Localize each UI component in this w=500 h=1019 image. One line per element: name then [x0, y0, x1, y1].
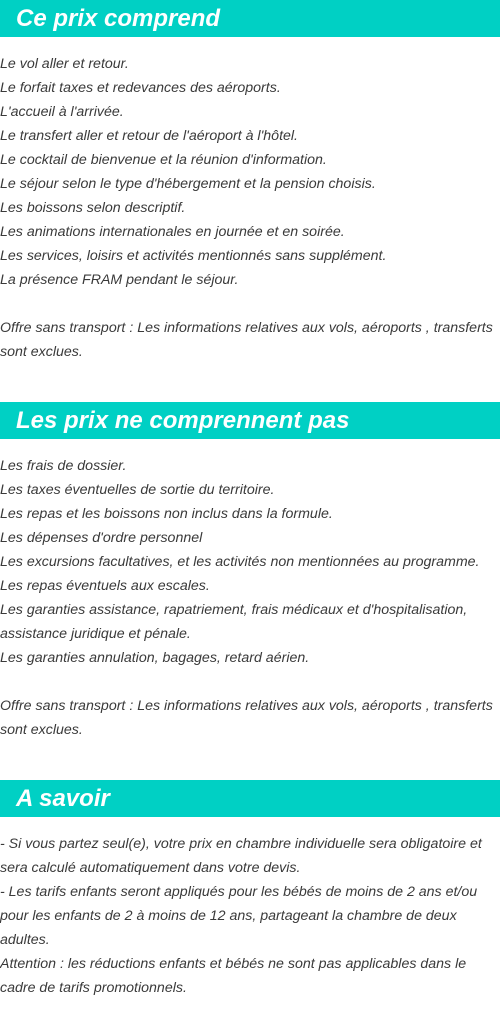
- list-item: La présence FRAM pendant le séjour.: [0, 272, 239, 288]
- list-item: - Les tarifs enfants seront appliqués pour les bébés de moins de 2 ans et/ou pour les enfants de 2 à moins de 12 ans, partageant la chambre de deux adultes.: [0, 884, 478, 948]
- transport-note: Offre sans transport : Les informations relatives aux vols, aéroports , transferts sont exclues.: [0, 320, 493, 360]
- section-header: [0, 402, 500, 439]
- section-title: A savoir: [16, 785, 110, 812]
- list-item: Le vol aller et retour.: [0, 56, 129, 72]
- list-item: Le forfait taxes et redevances des aéroports.: [0, 80, 281, 96]
- list-item: Le cocktail de bienvenue et la réunion d'information.: [0, 152, 327, 168]
- section-price-excludes: [0, 402, 500, 742]
- list-item: - Si vous partez seul(e), votre prix en chambre individuelle sera obligatoire et sera calculé automatiquement dans votre devis.: [0, 836, 482, 876]
- list-item: Les repas et les boissons non inclus dans la formule.: [0, 506, 333, 522]
- list-item: Le séjour selon le type d'hébergement et la pension choisis.: [0, 176, 376, 192]
- list-item: Les dépenses d'ordre personnel: [0, 530, 203, 546]
- list-item: Les services, loisirs et activités mentionnés sans supplément.: [0, 248, 387, 264]
- list-item: Les garanties annulation, bagages, retard aérien.: [0, 650, 310, 666]
- list-item: Les animations internationales en journée et en soirée.: [0, 224, 345, 240]
- list-item: Les boissons selon descriptif.: [0, 200, 186, 216]
- list-item: L'accueil à l'arrivée.: [0, 104, 124, 120]
- transport-note: Offre sans transport : Les informations relatives aux vols, aéroports , transferts sont exclues.: [0, 698, 493, 738]
- list-item: Le transfert aller et retour de l'aéroport à l'hôtel.: [0, 128, 298, 144]
- section-good-to-know: [0, 780, 500, 1000]
- list-item: Les repas éventuels aux escales.: [0, 578, 210, 594]
- section-title: Les prix ne comprennent pas: [16, 407, 350, 434]
- section-body: [0, 37, 500, 364]
- section-body: [0, 439, 500, 742]
- list-item: Les excursions facultatives, et les activités non mentionnées au programme.: [0, 554, 480, 570]
- section-header: [0, 780, 500, 817]
- list-item: Les taxes éventuelles de sortie du territoire.: [0, 482, 275, 498]
- list-item: Attention : les réductions enfants et bébés ne sont pas applicables dans le cadre de tarifs promotionnels.: [0, 956, 467, 996]
- section-price-includes: [0, 0, 500, 364]
- list-item: Les garanties assistance, rapatriement, frais médicaux et d'hospitalisation, assistance juridique et pénale.: [0, 602, 468, 642]
- list-item: Les frais de dossier.: [0, 458, 127, 474]
- section-title: Ce prix comprend: [16, 5, 221, 32]
- section-body: [0, 817, 500, 1000]
- section-header: [0, 0, 500, 37]
